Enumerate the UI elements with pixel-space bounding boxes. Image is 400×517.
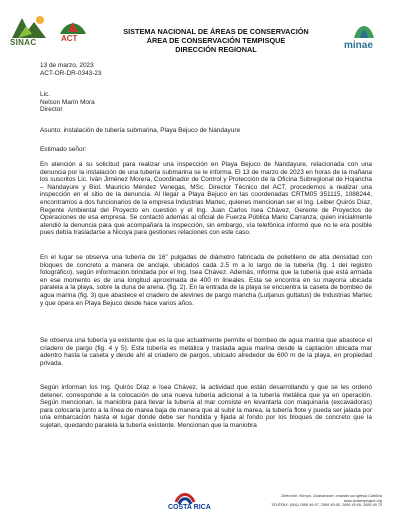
org-line-2: ÁREA DE CONSERVACIÓN TEMPISQUE	[146, 36, 286, 45]
letter-reference: ACT-OR-DR-0343-23	[40, 69, 102, 77]
paragraph-1: En atención a su solicitud para realizar una inspección en Playa Bejuco de Nandayure, relacionada con una denuncia por la instalación de una tubería submarina se le informa. El 13 de marzo de 2023 en horas de la mañana los suscritos Lic. Iván Jiménez Morera, Coordinador de Control y Protección de la Oficina Subregional de Hojancha – Nandayure y Biol. Mauricio Méndez Venegas, MSc. Director Técnico del ACT, procedemos a realizar una inspección en el sitio de la denuncia. Al llegar a Playa Bejuco en las coordenadas CRTM05 351115, 1088244, encontramos a dos funcionarios de la empresa Industrias Martec, quienes mencionan ser el Ing. Leiber Quirós Díaz, Regente Ambiental del Proyecto en cuestión y el Ing. Juan Carlos Isea Chávez, Gerente de Proyectos de Operaciones de esa empresa. Se contactó además al oficial de Fuerza Pública Mario Carranza, quien inicialmente atendió la denuncia para que acompañara la inspección, sin embargo, vía telefónica informó que no le era posible pues debía trasladarse a Nicoya para gestiones relaciones con este caso.	[40, 161, 372, 237]
costa-rica-logo	[170, 488, 200, 516]
sinac-logo-text: SINAC	[10, 38, 37, 47]
recipient-role: Director	[40, 106, 63, 114]
org-line-3: DIRECCIÓN REGIONAL	[175, 45, 257, 54]
org-line-1: SISTEMA NACIONAL DE ÁREAS DE CONSERVACIÓN	[123, 27, 309, 36]
footer-website: www.acttempisque.org	[343, 498, 382, 503]
act-logo-text: ACT	[61, 34, 78, 43]
paragraph-3: Se observa una tubería ya existente que es la que actualmente permite el bombeo de agua marina que abastece el criadero de pargo (fig. 4 y 5). Esta tubería es metálica y traslada agua marina desde la captación ubicada mar adentro hasta la caseta y desde ahí al criadero de pargos, ubicado alrededor de 600 m de la playa, en propiedad privada.	[40, 337, 372, 367]
paragraph-2: En el lugar se observa una tubería de 16" pulgadas de diámetro fabricada de polietileno de alta densidad con bloques de concreto a manera de anclaje, ubicados cada 2.5 m a lo largo de la tubería (fig. 1 del registro fotográfico), según información brindada por el Ing. Isea Chávez. Además, informa que la tubería que está armada en ese momento es de una longitud aproximada de 400 m lineales. Esta se encontra en su mayoría ubicada paralela a la playa, sobre la duna de arena. (fig. 2). En la entrada de la playa se encuentra la caseta de bombeo de agua marina (fig. 3) que abastece el criadero de alevines de pargo mancha (Lutjanus guttatus) de Industrias Martec y que opera en Playa Bejuco desde hace varios años.	[40, 254, 372, 307]
paragraph-4: Según informan los Ing. Quirós Díaz e Isea Chávez, la actividad que están desarrollando y que se les ordenó detener, corresponde a la colocación de una nueva tubería adicional a la tubería metálica que ya en operación. Según mencionan, la maniobra para llevar la tubería al mar consiste en levantarla con maquinaria (excavadoras) para colocarla junto a la línea de marea baja de manera que al subir la marea, la tubería flote y pueda ser jalada por una embarcación hasta el lugar donde debe ser hundida y fijada al fondo por los bloques de concreto que la sujetan, quedando paralela la tubería existente. Mencionan que la maniobra	[40, 384, 372, 429]
greeting: Estimado señor:	[40, 146, 87, 153]
recipient-name: Nelson Marín Mora	[40, 98, 95, 106]
minae-logo-text: minae	[344, 40, 373, 51]
footer-address: Dirección: Nicoya, Guanacaste, costado sur Iglesia Católica	[281, 494, 382, 498]
date-reference	[40, 62, 372, 77]
costa-rica-logo-text: COSTA RICA	[168, 504, 211, 511]
recipient-block	[40, 91, 372, 114]
footer-contact	[232, 494, 382, 508]
recipient-title: Lic.	[40, 91, 51, 98]
letter-date: 13 de marzo, 2023	[40, 62, 94, 69]
subject-line: Asunto: instalación de tubería submarina, Playa Bejuco de Nandayure	[40, 127, 241, 134]
footer-phones: TELÉFAX: (506) 2686 49 67, 2686 49 68, 2686 49 69, 2686 49 70	[271, 503, 382, 508]
letterhead-titles	[100, 27, 332, 54]
